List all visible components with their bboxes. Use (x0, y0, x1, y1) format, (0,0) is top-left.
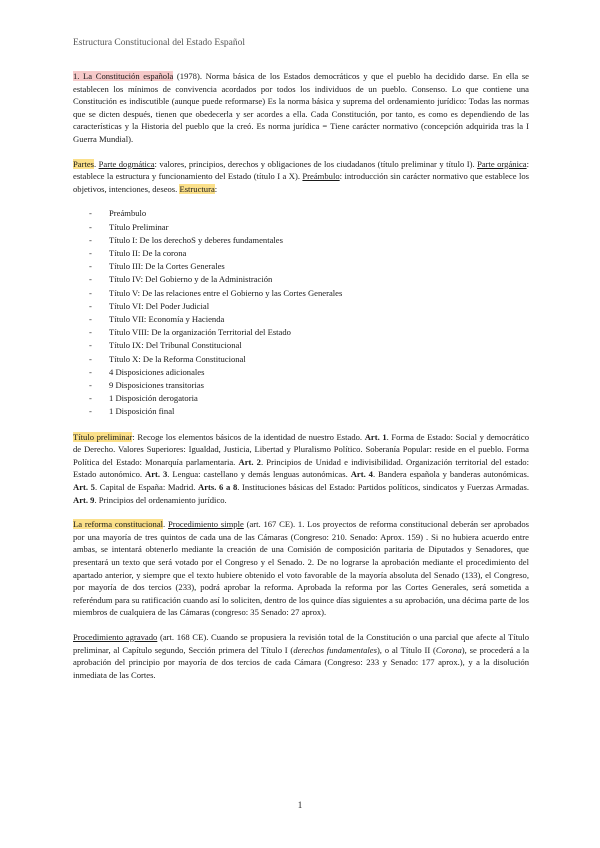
italic-term: derechos fundamentales (293, 644, 377, 655)
list-item: - Título III: De la Cortes Generales (73, 260, 529, 273)
highlight-partes: Partes (73, 158, 95, 169)
paragraph-text: . Bandera española y banderas autonómicas. (372, 469, 529, 480)
highlight-reforma: La reforma constitucional (73, 519, 164, 530)
list-item: - Título IV: Del Gobierno y de la Administración (73, 273, 529, 286)
article-ref: Art. 3 (145, 469, 168, 480)
paragraph-agravado (73, 631, 529, 681)
paragraph-text: . (163, 519, 168, 530)
list-item: - Título VI: Del Poder Judicial (73, 300, 529, 313)
structure-list (73, 207, 529, 418)
list-item: - Título X: De la Reforma Constitucional (73, 353, 529, 366)
list-item: - Título II: De la corona (73, 247, 529, 260)
term-procedimiento-agravado: Procedimiento agravado (73, 631, 158, 642)
paragraph-constitucion (73, 70, 529, 146)
paragraph-titulo-preliminar (73, 431, 529, 507)
paragraph-text: : Recoge los elementos básicos de la identidad de nuestro Estado. (132, 431, 365, 442)
article-ref: Art. 2 (238, 456, 261, 467)
list-item: - 1 Disposición final (73, 405, 529, 418)
paragraph-text: : establece la estructura y funcionamiento del Estado (título I a X). (73, 158, 529, 182)
article-ref: Arts. 6 a 8 (198, 481, 238, 492)
page-number: 1 (297, 800, 303, 810)
paragraph-text: . Forma de Estado: Social y democrático de Derecho. Valores Superiores: Igualdad, Justicia, Libertad y Pluralismo Político. Soberanía Popular: reside en el pueblo. Forma Política del Estado: Monarquía parlamentaria. (73, 431, 529, 467)
list-item: - Título IX: Del Tribunal Constitucional (73, 339, 529, 352)
paragraph-reforma (73, 518, 529, 619)
paragraph-text: (art. 167 CE). 1. Los proyectos de reforma constitucional deberán ser aprobados por una mayoría de tres quintos de cada una de las Cámaras (Congreso: 210. Senado: Aprox. 159) . Si no hubiera acuerdo entre ambas, se intentará obtenerlo mediante la creación de una Comisión de composición paritaria de Diputados y Senadores, que presentará un texto que será votado por el Congreso y el Senado. 2. De no lograrse la aprobación mediante el procedimiento del apartado anterior, y siempre que el texto hubiere obtenido el voto favorable de la mayoría absoluta del Senado (133), el Congreso, por mayoría de dos tercios (233), podrá aprobar la reforma. Aprobada la reforma por las Cortes Generales, será sometida a referéndum para su ratificación cuando así lo soliciten, dentro de los quince días siguientes a su aprobación, una décima parte de los miembros de cualquiera de las Cámaras (congreso: 35 Senado: 27 aprox). (73, 519, 529, 618)
article-ref: Art. 1 (364, 431, 387, 442)
article-ref: Art. 5 (73, 481, 95, 492)
paragraph-partes (73, 158, 529, 196)
list-item: - Título VIII: De la organización Territorial del Estado (73, 326, 529, 339)
paragraph-text: . Capital de España: Madrid. (94, 481, 198, 492)
paragraph-text: ), o al Título II ( (376, 644, 436, 655)
list-item: - Título V: De las relaciones entre el Gobierno y las Cortes Generales (73, 287, 529, 300)
paragraph-text: . Instituciones básicas del Estado: Partidos políticos, sindicatos y Fuerzas Armadas. (237, 481, 529, 492)
paragraph-text: . Principios del ordenamiento jurídico. (94, 494, 227, 505)
list-item: - Título Preliminar (73, 221, 529, 234)
highlight-titulo-preliminar: Título preliminar (73, 431, 133, 442)
list-item: - Título I: De los derechoS y deberes fundamentales (73, 234, 529, 247)
paragraph-text: : (214, 183, 218, 194)
term-parte-organica: Parte orgánica (477, 158, 527, 169)
list-item: - 4 Disposiciones adicionales (73, 366, 529, 379)
term-preambulo: Preámbulo (302, 171, 340, 182)
paragraph-text: (1978). Norma básica de los Estados democráticos y que el pueblo ha decidido darse. En ella se establecen los mínimos de convivencia acordados por todos los individuos de un pueblo. Consenso. Lo que contiene una Constitución es indiscutible (aunque puede reformarse) Es la norma básica y suprema del ordenamiento jurídico: Todas las normas que se dicten después, tienen que obedecerla y ser acordes a ella. Cada Constitución, por tanto, es como es dependiendo de las características y la Historia del pueblo que la creó. Es norma jurídica = Tiene carácter normativo (concepción adquirida tras la I Guerra Mundial). (73, 71, 529, 144)
paragraph-text: . (94, 158, 99, 169)
paragraph-text: ), se procederá a la aprobación del principio por mayoría de dos tercios de cada Cámara (Congreso: 233 y Senado: 177 aprox.), y a la disolución inmediata de las Cortes. (73, 644, 530, 680)
paragraph-text: : introducción sin carácter normativo que establece los objetivos, intenciones, deseos. (73, 171, 529, 194)
document-body (73, 70, 529, 693)
list-item: - Título VII: Economía y Hacienda (73, 313, 529, 326)
paragraph-text: . Lengua: castellano y demás lenguas autonómicas. (167, 469, 351, 480)
term-procedimiento-simple: Procedimiento simple (167, 519, 244, 530)
paragraph-text: . Principios de Unidad e indivisibilidad. Organización territorial del estado: Estado autonómico. (73, 456, 529, 480)
paragraph-text: (art. 168 CE). Cuando se propusiera la revisión total de la Constitución o una parcial que afecte al Título preliminar, al Capítulo segundo, Sección primera del Título I ( (73, 631, 530, 655)
paragraph-text: : valores, principios, derechos y obligaciones de los ciudadanos (título preliminar y título I). (154, 158, 478, 169)
article-ref: Art. 4 (350, 469, 373, 480)
page-header: Estructura Constitucional del Estado Español (73, 38, 246, 48)
list-item: - 9 Disposiciones transitorias (73, 379, 529, 392)
highlight-constitucion: 1. La Constitución española (73, 71, 174, 81)
term-parte-dogmatica: Parte dogmática (98, 158, 155, 169)
list-item: - 1 Disposición derogatoria (73, 392, 529, 405)
highlight-estructura: Estructura (179, 183, 215, 194)
italic-term: Corona (435, 644, 462, 655)
list-item: - Preámbulo (73, 207, 529, 220)
article-ref: Art. 9 (73, 494, 95, 505)
